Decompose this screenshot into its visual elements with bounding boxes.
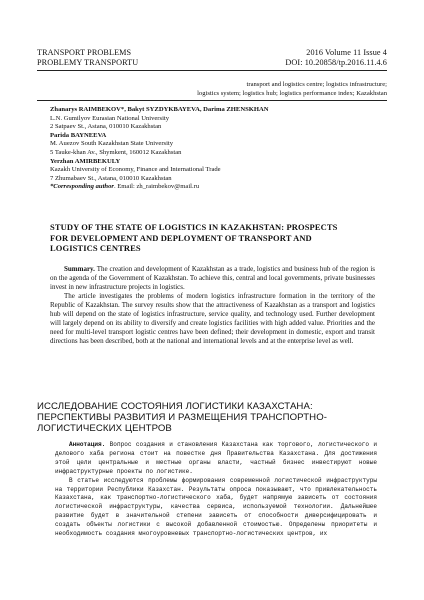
affiliation-address: 5 Tauke-khan Av., Shymkent, 160012 Kazakhstan — [50, 148, 182, 156]
abstract-ru-paragraph — [55, 441, 377, 477]
doi[interactable]: DOI: 10.20858/tp.2016.11.4.6 — [285, 58, 387, 67]
title-ru-line: ПЕРСПЕКТИВЫ РАЗВИТИЯ И РАЗМЕЩЕНИЯ ТРАНСПОРТНО- — [37, 412, 328, 424]
corresponding-label: *Corresponding author — [50, 183, 114, 191]
article-title-en — [50, 222, 375, 254]
keywords-line-1: transport and logistics centre; logistics infrastructure; — [246, 81, 387, 88]
abstract-en-paragraph: The article investigates the problems of modern logistics infrastructure formation in the territory of the Republic of Kazakhstan. The survey results show that the attractiveness of Kazakhstan as a transport and logistics hub will depend on the state of logistics infrastructure, service quality, and technology used. Further development will largely depend on its ability to diversify and create logistics facilities with high added value. Priorities and the need for multi-level transport logistic centres have been defined; their development in domestic, export and transit directions has been described, both at the national and international levels and at the enterprise level as well. — [50, 292, 375, 346]
affiliation-address: 7 Zhumabaev St., Astana, 010010 Kazakhstan — [50, 174, 172, 182]
author-name: Yerzhan AMIRBEKULY — [50, 157, 121, 165]
journal-volume: 2016 Volume 11 Issue 4 — [306, 48, 387, 57]
affiliation: Kazakh University of Economy, Finance and International Trade — [50, 166, 221, 174]
title-en-line: FOR DEVELOPMENT AND DEPLOYMENT OF TRANSPORT AND — [50, 232, 312, 243]
affiliation: L.N. Gumilyov Eurasian National University — [50, 114, 170, 122]
affiliation-address: 2 Satpaev St., Astana, 010010 Kazakhstan — [50, 123, 162, 131]
affiliation: M. Auezov South Kazakhstan State University — [50, 140, 174, 148]
keywords-rule — [37, 100, 387, 101]
author-block — [50, 106, 390, 192]
title-ru-line: ЛОГИСТИЧЕСКИХ ЦЕНТРОВ — [37, 423, 172, 435]
header-rule — [37, 70, 387, 71]
corresponding-author — [50, 183, 390, 192]
keywords-line-2: logistics system; logistics hub; logistics performance index; Kazakhstan — [197, 90, 387, 97]
abstract-ru — [55, 441, 377, 539]
abstract-ru-text: Вопрос создания и становления Казахстана как торгового, логистического и делового хаба региона стоит на повестке дня Правительства Казахстана. Для достижения этой цели центральные и местные органы власти, частный бизнес инвестируют новые инфраструктурные проекты по логистике. — [55, 441, 377, 475]
author-names: Zhanarys RAIMBEKOV*, Bakyt SYZDYKBAYEVA, Darima ZHENSKHAN — [50, 106, 269, 113]
title-en-line: LOGISTICS CENTRES — [50, 243, 141, 254]
abstract-en — [50, 265, 375, 346]
journal-name-en: TRANSPORT PROBLEMS — [37, 48, 132, 57]
abstract-en-paragraph — [50, 265, 375, 292]
title-ru-line: ИССЛЕДОВАНИЕ СОСТОЯНИЯ ЛОГИСТИКИ КАЗАХСТАНА: — [37, 401, 313, 412]
abstract-ru-paragraph: В статье исследуются проблемы формирования современной логистической инфраструктуры на территории Республики Казахстан. Результаты опроса показывают, что привлекательность Казахстана, как транспортно-логистического хаба, будет напрямую зависеть от состояния логистической инфраструктуры, качества сервиса, используемой технологии. Дальнейшее развитие будет в значительной степени зависеть от способности диверсифицировать и создать объекты логистики с высокой добавленной стоимостью. Определены приоритеты и необходимость создания многоуровневых транспортно-логистических центров, их — [55, 476, 377, 538]
corresponding-email[interactable]: . Email: zh_raimbekov@mail.ru — [113, 183, 200, 191]
journal-name-pl: PROBLEMY TRANSPORTU — [37, 58, 139, 67]
abstract-ru-lead: Аннотация. — [69, 441, 106, 448]
article-title-ru — [37, 401, 382, 435]
abstract-en-lead: Summary. — [64, 265, 95, 273]
author-name: Parida BAYNEEVA — [50, 131, 107, 139]
abstract-en-text: The creation and development of Kazakhstan as a trade, logistics and business hub of the region is on the agenda of the Government of Kazakhstan. To achieve this, central and local governments, private businesses invest in new infrastructure projects in logistics. — [50, 265, 375, 292]
title-en-line: STUDY OF THE STATE OF LOGISTICS IN KAZAKHSTAN: PROSPECTS — [50, 222, 338, 232]
